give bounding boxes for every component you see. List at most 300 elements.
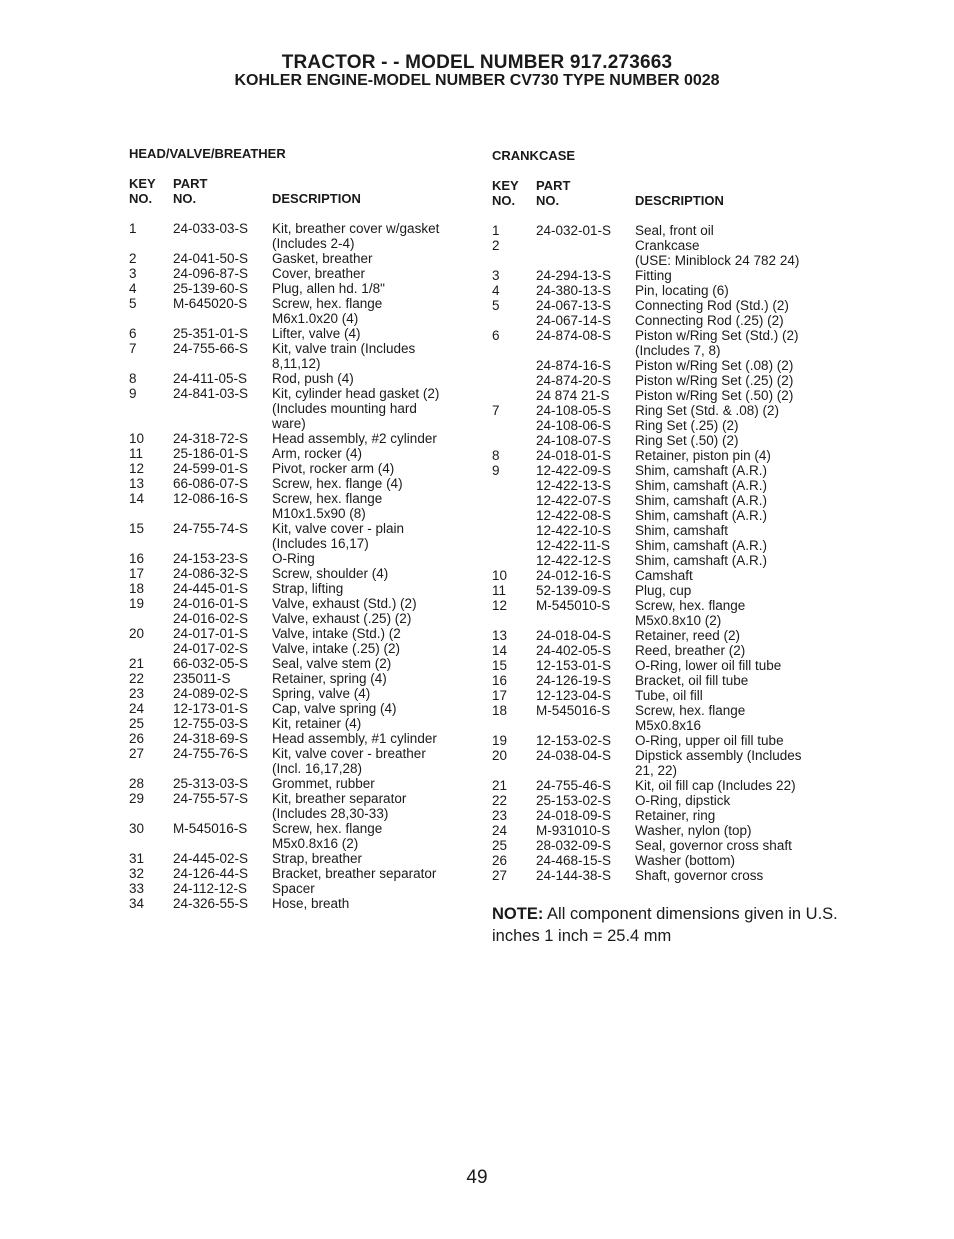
table-row	[492, 553, 802, 568]
part-number: M-545010-S	[536, 598, 611, 613]
table-row	[492, 778, 802, 793]
description-line: Valve, exhaust (.25) (2)	[272, 611, 412, 626]
table-row	[492, 628, 802, 643]
key-no-header: KEY NO.	[492, 178, 519, 208]
table-row	[129, 731, 439, 746]
description-line: Valve, exhaust (Std.) (2)	[272, 596, 417, 611]
description-line: O-Ring, dipstick	[635, 793, 731, 808]
key-number: 28	[129, 776, 145, 791]
description-line: Seal, governor cross shaft	[635, 838, 792, 853]
part-number: 24-018-04-S	[536, 628, 612, 643]
description-line: 21, 22)	[635, 763, 678, 778]
description-line: Shim, camshaft (A.R.)	[635, 493, 768, 508]
table-row	[129, 461, 439, 476]
part-description	[272, 821, 439, 851]
description-line: Screw, hex. flange	[272, 296, 383, 311]
key-number: 6	[492, 328, 500, 343]
part-description	[635, 223, 802, 238]
key-number: 2	[129, 251, 137, 266]
key-number: 1	[129, 221, 137, 236]
description-line: Connecting Rod (.25) (2)	[635, 313, 784, 328]
part-description	[272, 656, 439, 671]
note-text: All component dimensions given in U.S. inches 1 inch = 25.4 mm	[492, 905, 838, 945]
key-number: 12	[492, 598, 508, 613]
description-line: M5x0.8x16 (2)	[272, 836, 359, 851]
description-line: Screw, hex. flange	[272, 491, 383, 506]
part-number: 24-755-76-S	[173, 746, 249, 761]
part-number: 24-445-02-S	[173, 851, 249, 866]
description-line: Piston w/Ring Set (Std.) (2)	[635, 328, 799, 343]
part-number: 12-422-10-S	[536, 523, 612, 538]
table-row	[129, 776, 439, 791]
table-row	[492, 598, 802, 628]
key-number: 17	[492, 688, 508, 703]
part-description	[272, 731, 439, 746]
part-description	[635, 583, 802, 598]
table-row	[129, 746, 439, 776]
part-description	[272, 746, 439, 776]
table-row	[129, 641, 439, 656]
part-description	[635, 868, 802, 883]
description-line: Connecting Rod (Std.) (2)	[635, 298, 789, 313]
table-row	[492, 433, 802, 448]
table-row	[492, 808, 802, 823]
part-description	[272, 596, 439, 611]
table-row	[129, 626, 439, 641]
part-number: 24-012-16-S	[536, 568, 612, 583]
part-number: 24-016-02-S	[173, 611, 249, 626]
table-row	[492, 478, 802, 493]
part-number: 24-874-20-S	[536, 373, 612, 388]
table-row	[492, 838, 802, 853]
description-line: Screw, hex. flange (4)	[272, 476, 403, 491]
part-number: 28-032-09-S	[536, 838, 612, 853]
description-line: Washer (bottom)	[635, 853, 736, 868]
description-line: Rod, push (4)	[272, 371, 354, 386]
part-description	[635, 313, 802, 328]
part-no-header: PART NO.	[536, 178, 571, 208]
description-line: Shim, camshaft (A.R.)	[635, 478, 768, 493]
description-line: 8,11,12)	[272, 356, 321, 371]
key-number: 5	[129, 296, 137, 311]
table-row	[492, 328, 802, 358]
table-row	[129, 491, 439, 521]
description-line: Camshaft	[635, 568, 693, 583]
table-row	[492, 673, 802, 688]
part-number: 24-017-02-S	[173, 641, 249, 656]
part-description	[272, 671, 439, 686]
table-row	[492, 373, 802, 388]
description-line: Seal, valve stem (2)	[272, 656, 392, 671]
table-row	[129, 476, 439, 491]
table-row	[129, 671, 439, 686]
description-line: Piston w/Ring Set (.08) (2)	[635, 358, 794, 373]
table-row	[492, 703, 802, 733]
table-row	[492, 643, 802, 658]
table-row	[492, 223, 802, 238]
part-number: 24-318-72-S	[173, 431, 249, 446]
part-description	[635, 598, 802, 628]
table-row	[492, 313, 802, 328]
key-number: 27	[129, 746, 145, 761]
description-line: Piston w/Ring Set (.50) (2)	[635, 388, 794, 403]
part-number: 24-755-46-S	[536, 778, 612, 793]
table-row	[492, 538, 802, 553]
part-number: 24-874-08-S	[536, 328, 612, 343]
part-description	[635, 853, 802, 868]
section-title: HEAD/VALVE/BREATHER	[129, 146, 286, 161]
part-description	[635, 808, 802, 823]
key-number: 19	[129, 596, 145, 611]
description-line: (Includes 16,17)	[272, 536, 369, 551]
part-number: 12-422-12-S	[536, 553, 612, 568]
table-row	[129, 386, 439, 431]
table-row	[129, 566, 439, 581]
table-row	[129, 701, 439, 716]
part-description	[635, 433, 802, 448]
part-description	[272, 881, 439, 896]
table-row	[129, 866, 439, 881]
table-row	[492, 358, 802, 373]
part-number: 25-153-02-S	[536, 793, 612, 808]
description-line: M5x0.8x16	[635, 718, 702, 733]
part-number: 24-755-66-S	[173, 341, 249, 356]
description-line: Cover, breather	[272, 266, 366, 281]
description-line: Strap, breather	[272, 851, 363, 866]
part-description	[635, 823, 802, 838]
part-description	[635, 373, 802, 388]
key-number: 24	[129, 701, 145, 716]
part-description	[272, 716, 439, 731]
part-number: 12-422-08-S	[536, 508, 612, 523]
table-row	[129, 821, 439, 851]
key-number: 10	[492, 568, 508, 583]
part-number: M-645020-S	[173, 296, 248, 311]
part-number: 24-067-14-S	[536, 313, 612, 328]
description-line: (Includes mounting hard	[272, 401, 417, 416]
part-number: 24-067-13-S	[536, 298, 612, 313]
part-description	[272, 281, 439, 296]
key-number: 15	[129, 521, 145, 536]
description-line: Ring Set (Std. & .08) (2)	[635, 403, 780, 418]
key-number: 9	[129, 386, 137, 401]
key-number: 7	[129, 341, 137, 356]
part-number: 66-032-05-S	[173, 656, 249, 671]
key-number: 24	[492, 823, 508, 838]
part-number: 24-755-57-S	[173, 791, 249, 806]
part-number: 12-422-07-S	[536, 493, 612, 508]
key-number: 4	[129, 281, 137, 296]
description-line: Retainer, piston pin (4)	[635, 448, 771, 463]
table-row	[129, 221, 439, 251]
description-line: Screw, hex. flange	[635, 703, 746, 718]
part-description	[272, 641, 439, 656]
note-label: NOTE:	[492, 905, 544, 923]
part-no-header: PART NO.	[173, 176, 208, 206]
part-number: 24-445-01-S	[173, 581, 249, 596]
part-number: M-545016-S	[536, 703, 611, 718]
description-line: Retainer, spring (4)	[272, 671, 387, 686]
table-row	[129, 791, 439, 821]
part-number: M-931010-S	[536, 823, 611, 838]
description-line: (Includes 7, 8)	[635, 343, 721, 358]
part-description	[272, 611, 439, 626]
part-description	[272, 266, 439, 281]
table-row	[129, 266, 439, 281]
key-number: 8	[492, 448, 500, 463]
part-description	[272, 446, 439, 461]
table-row	[492, 568, 802, 583]
description-line: Piston w/Ring Set (.25) (2)	[635, 373, 794, 388]
dimension-note	[492, 903, 852, 947]
part-description	[272, 686, 439, 701]
table-row	[129, 551, 439, 566]
key-number: 29	[129, 791, 145, 806]
description-line: Screw, hex. flange	[272, 821, 383, 836]
table-row	[492, 508, 802, 523]
key-number: 3	[492, 268, 500, 283]
table-row	[492, 688, 802, 703]
description-line: Bracket, oil fill tube	[635, 673, 749, 688]
part-number: 25-351-01-S	[173, 326, 249, 341]
table-row	[129, 446, 439, 461]
part-description	[635, 778, 802, 793]
key-number: 22	[492, 793, 508, 808]
part-number: 66-086-07-S	[173, 476, 249, 491]
part-description	[635, 493, 802, 508]
part-number: 52-139-09-S	[536, 583, 612, 598]
part-number: 12-153-02-S	[536, 733, 612, 748]
table-row	[492, 823, 802, 838]
description-line: Bracket, breather separator	[272, 866, 437, 881]
part-number: 24-108-07-S	[536, 433, 612, 448]
key-number: 23	[492, 808, 508, 823]
part-number: 24-153-23-S	[173, 551, 249, 566]
section-title: CRANKCASE	[492, 148, 576, 163]
part-description	[272, 521, 439, 551]
description-line: Kit, cylinder head gasket (2)	[272, 386, 440, 401]
part-number: 24-089-02-S	[173, 686, 249, 701]
part-description	[272, 896, 439, 911]
description-line: Kit, valve train (Includes	[272, 341, 416, 356]
table-row	[492, 298, 802, 313]
table-row	[129, 881, 439, 896]
description-line: Seal, front oil	[635, 223, 714, 238]
part-number: 24-755-74-S	[173, 521, 249, 536]
part-description	[272, 776, 439, 791]
parts-list	[129, 221, 439, 911]
table-row	[492, 283, 802, 298]
part-number: 25-313-03-S	[173, 776, 249, 791]
part-description	[272, 626, 439, 641]
table-row	[129, 851, 439, 866]
part-description	[635, 508, 802, 523]
table-row	[129, 596, 439, 611]
description-line: Shim, camshaft (A.R.)	[635, 463, 768, 478]
table-row	[129, 296, 439, 326]
table-row	[492, 853, 802, 868]
key-number: 13	[129, 476, 145, 491]
part-description	[635, 523, 802, 538]
part-description	[272, 866, 439, 881]
part-number: 24-468-15-S	[536, 853, 612, 868]
description-line: Ring Set (.25) (2)	[635, 418, 739, 433]
description-line: Pivot, rocker arm (4)	[272, 461, 395, 476]
description-line: Kit, valve cover - breather	[272, 746, 426, 761]
part-number: 24 874 21-S	[536, 388, 610, 403]
description-line: Pin, locating (6)	[635, 283, 729, 298]
key-number: 6	[129, 326, 137, 341]
part-description	[635, 418, 802, 433]
part-description	[635, 283, 802, 298]
key-number: 19	[492, 733, 508, 748]
key-number: 20	[129, 626, 145, 641]
part-number: M-545016-S	[173, 821, 248, 836]
part-number: 24-380-13-S	[536, 283, 612, 298]
part-number: 24-041-50-S	[173, 251, 249, 266]
part-number: 24-096-87-S	[173, 266, 249, 281]
engine-subtitle: KOHLER ENGINE-MODEL NUMBER CV730 TYPE NUMBER 0028	[234, 72, 720, 89]
part-description	[272, 251, 439, 266]
table-row	[492, 418, 802, 433]
key-number: 1	[492, 223, 500, 238]
part-number: 12-086-16-S	[173, 491, 249, 506]
part-number: 24-402-05-S	[536, 643, 612, 658]
table-row	[129, 521, 439, 551]
description-line: Cap, valve spring (4)	[272, 701, 397, 716]
part-number: 12-755-03-S	[173, 716, 249, 731]
table-row	[492, 448, 802, 463]
key-number: 18	[492, 703, 508, 718]
key-number: 15	[492, 658, 508, 673]
table-row	[129, 686, 439, 701]
part-description	[635, 358, 802, 373]
part-number: 24-411-05-S	[173, 371, 248, 386]
key-number: 16	[492, 673, 508, 688]
key-number: 14	[492, 643, 508, 658]
table-row	[492, 793, 802, 808]
description-line: Retainer, ring	[635, 808, 716, 823]
table-row	[129, 611, 439, 626]
table-row	[129, 251, 439, 266]
part-description	[635, 568, 802, 583]
part-number: 12-153-01-S	[536, 658, 612, 673]
part-description	[272, 551, 439, 566]
key-number: 21	[129, 656, 145, 671]
description-line: Strap, lifting	[272, 581, 344, 596]
part-description	[272, 326, 439, 341]
part-number: 12-173-01-S	[173, 701, 249, 716]
part-number: 24-108-05-S	[536, 403, 612, 418]
description-line: Spring, valve (4)	[272, 686, 371, 701]
key-number: 12	[129, 461, 145, 476]
description-line: Shim, camshaft (A.R.)	[635, 508, 768, 523]
table-row	[492, 463, 802, 478]
part-description	[635, 553, 802, 568]
part-description	[272, 701, 439, 716]
part-description	[635, 238, 802, 268]
description-line: Tube, oil fill	[635, 688, 703, 703]
description-header: DESCRIPTION	[272, 191, 361, 206]
part-description	[272, 296, 439, 326]
table-row	[492, 238, 802, 268]
part-description	[635, 643, 802, 658]
description-line: Screw, hex. flange	[635, 598, 746, 613]
key-number: 32	[129, 866, 145, 881]
key-number: 8	[129, 371, 137, 386]
part-description	[272, 581, 439, 596]
part-description	[272, 431, 439, 446]
description-line: (USE: Miniblock 24 782 24)	[635, 253, 800, 268]
table-row	[129, 896, 439, 911]
part-description	[635, 478, 802, 493]
part-description	[635, 448, 802, 463]
description-line: Kit, breather separator	[272, 791, 407, 806]
table-row	[492, 523, 802, 538]
table-row	[129, 326, 439, 341]
description-line: O-Ring, lower oil fill tube	[635, 658, 782, 673]
part-number: 24-018-01-S	[536, 448, 612, 463]
description-line: Kit, oil fill cap (Includes 22)	[635, 778, 796, 793]
part-number: 24-017-01-S	[173, 626, 249, 641]
part-number: 12-422-11-S	[536, 538, 611, 553]
part-description	[635, 268, 802, 283]
description-line: Screw, shoulder (4)	[272, 566, 389, 581]
page-title: TRACTOR - - MODEL NUMBER 917.273663	[281, 52, 673, 73]
key-number: 3	[129, 266, 137, 281]
key-no-header: KEY NO.	[129, 176, 156, 206]
key-number: 25	[129, 716, 145, 731]
table-row	[129, 341, 439, 371]
table-row	[492, 493, 802, 508]
key-number: 20	[492, 748, 508, 763]
description-line: Crankcase	[635, 238, 700, 253]
part-number: 12-422-13-S	[536, 478, 612, 493]
parts-list	[492, 223, 802, 883]
key-number: 18	[129, 581, 145, 596]
part-number: 24-326-55-S	[173, 896, 249, 911]
part-description	[272, 491, 439, 521]
table-row	[492, 583, 802, 598]
key-number: 11	[492, 583, 507, 598]
description-line: Shim, camshaft	[635, 523, 729, 538]
part-description	[635, 463, 802, 478]
description-line: Kit, breather cover w/gasket	[272, 221, 440, 236]
description-header: DESCRIPTION	[635, 193, 724, 208]
part-number: 24-841-03-S	[173, 386, 249, 401]
part-description	[635, 538, 802, 553]
part-description	[635, 328, 802, 358]
key-number: 5	[492, 298, 500, 313]
key-number: 33	[129, 881, 145, 896]
description-line: Hose, breath	[272, 896, 350, 911]
key-number: 16	[129, 551, 145, 566]
table-row	[492, 748, 802, 778]
part-description	[635, 793, 802, 808]
part-number: 25-186-01-S	[173, 446, 249, 461]
part-number: 12-123-04-S	[536, 688, 612, 703]
table-row	[129, 716, 439, 731]
description-line: Arm, rocker (4)	[272, 446, 363, 461]
key-number: 31	[129, 851, 145, 866]
description-line: Kit, retainer (4)	[272, 716, 362, 731]
key-number: 10	[129, 431, 145, 446]
key-number: 23	[129, 686, 145, 701]
key-number: 13	[492, 628, 508, 643]
description-line: (Includes 2-4)	[272, 236, 355, 251]
part-description	[635, 733, 802, 748]
key-number: 14	[129, 491, 145, 506]
